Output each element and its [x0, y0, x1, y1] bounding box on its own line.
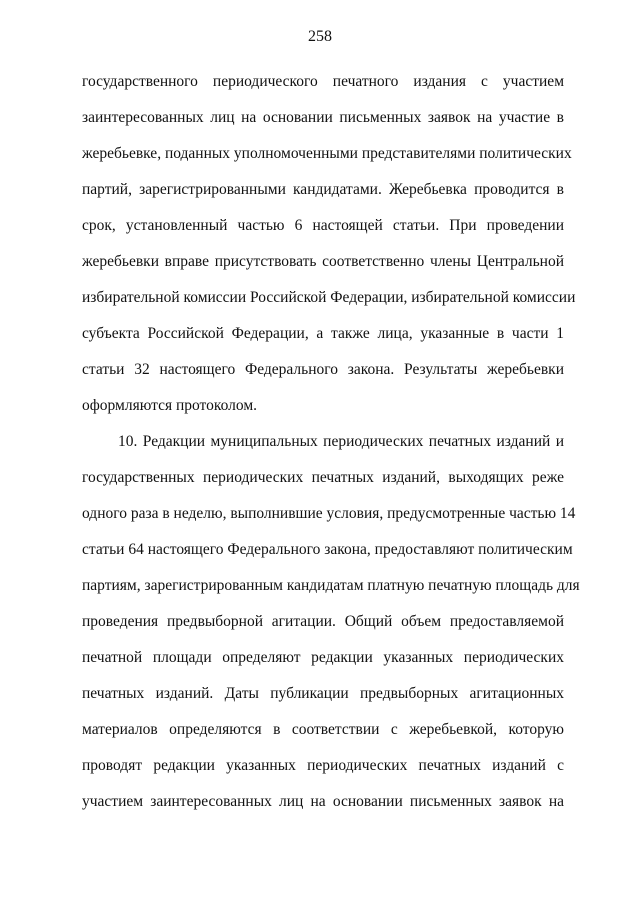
text-line: государственных периодических печатных изданий, выходящих реже	[82, 469, 564, 486]
text-line: партиям, зарегистрированным кандидатам платную печатную площадь для	[82, 577, 580, 594]
text-line-last: оформляются протоколом.	[82, 397, 258, 414]
text-line: заинтересованных лиц на основании письменных заявок на участие в	[82, 109, 564, 126]
text-line: государственного периодического печатного издания с участием	[82, 73, 564, 90]
text-line: проведения предвыборной агитации. Общий объем предоставляемой	[82, 613, 564, 630]
text-line: партий, зарегистрированными кандидатами. Жеребьевка проводится в	[82, 181, 564, 198]
text-line: жеребьевке, поданных уполномоченными представителями политических	[82, 145, 572, 162]
text-line: избирательной комиссии Российской Федерации, избирательной комиссии	[82, 289, 576, 306]
text-line: проводят редакции указанных периодических печатных изданий с	[82, 757, 564, 774]
text-line: печатных изданий. Даты публикации предвыборных агитационных	[82, 685, 564, 702]
paragraph-10-first-line: 10. Редакции муниципальных периодических печатных изданий и	[118, 433, 564, 450]
text-line: статьи 64 настоящего Федерального закона, предоставляют политическим	[82, 541, 573, 558]
text-line: материалов определяются в соответствии с жеребьевкой, которую	[82, 721, 564, 738]
text-line: жеребьевки вправе присутствовать соответственно члены Центральной	[82, 253, 564, 270]
body-text	[82, 64, 580, 820]
text-line: статьи 32 настоящего Федерального закона. Результаты жеребьевки	[82, 361, 564, 378]
text-line: субъекта Российской Федерации, а также лица, указанные в части 1	[82, 325, 564, 342]
text-line: участием заинтересованных лиц на основании письменных заявок на	[82, 793, 564, 810]
text-line: печатной площади определяют редакции указанных периодических	[82, 649, 564, 666]
text-line: срок, установленный частью 6 настоящей статьи. При проведении	[82, 217, 564, 234]
page-number: 258	[308, 28, 332, 45]
text-line: одного раза в неделю, выполнившие условия, предусмотренные частью 14	[82, 505, 576, 522]
